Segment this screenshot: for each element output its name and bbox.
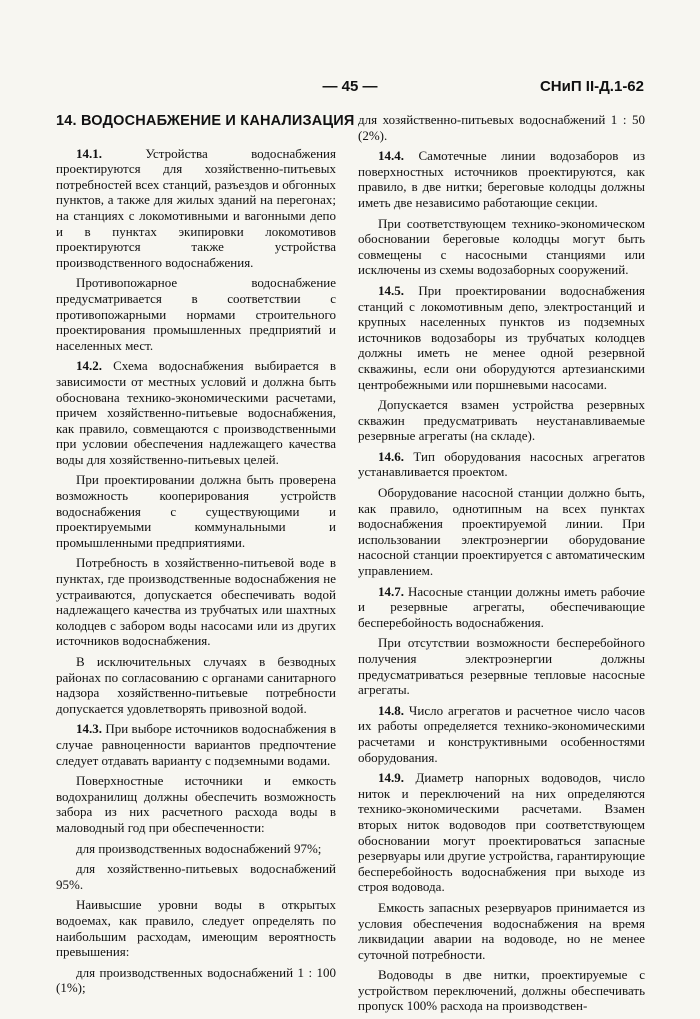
paragraph — [358, 584, 645, 631]
paragraph — [358, 449, 645, 480]
paragraph-text: Самотечные линии водозаборов из поверхностных источников проектируются, как правило, в две нитки; береговые колодцы должны иметь две независимо работающие секции. — [358, 148, 646, 210]
paragraph — [56, 721, 336, 768]
clause-number: 14.6. — [378, 448, 404, 464]
paragraph-text: При проектировании водоснабжения станций с локомотивным депо, электростанций и крупных населенных пунктов из подземных источников водозаборы из трубчатых колодцев должны иметь не менее одной резервной скважины, если они оборудуются артезианскими центробежными или поршневыми насосами. — [358, 282, 646, 392]
paragraph-text: Наивысшие уровни воды в открытых водоемах, как правило, следует определять по наибольшим расходам, имеющим вероятность превышения: — [56, 897, 336, 960]
clause-number: 14.9. — [378, 770, 404, 786]
paragraph — [358, 900, 645, 962]
paragraph — [358, 635, 645, 697]
clause-number: 14.2. — [76, 358, 102, 374]
paragraph — [358, 770, 645, 895]
paragraph — [56, 841, 336, 857]
paragraph — [358, 967, 645, 1014]
clause-number: 14.7. — [378, 583, 404, 599]
paragraph — [56, 965, 336, 996]
paragraph-text: В исключительных случаях в безводных районах по согласованию с органами санитарного надзора хозяйственно-питьевые потребности допускается удовлетворять привозной водой. — [56, 654, 336, 716]
paragraph-text: Насосные станции должны иметь рабочие и резервные агрегаты, обеспечивающие бесперебойность водоснабжения. — [358, 583, 646, 630]
paragraph — [358, 397, 645, 444]
paragraph — [358, 112, 645, 143]
clause-number: 14.3. — [76, 721, 102, 737]
paragraph-text: для хозяйственно-питьевых водоснабжений 95%. — [56, 861, 336, 892]
left-paragraphs — [56, 146, 336, 996]
paragraph-text: Схема водоснабжения выбирается в зависимости от местных условий и должна быть обоснована технико-экономическими расчетами, причем хозяйственно-питьевые водоснабжения, как правило, совмещаются с производственными при условии обеспечения надлежащего качества воды для хозяйственно-питьевых целей. — [56, 358, 336, 467]
paragraph — [358, 216, 645, 278]
paragraph-text: Устройства водоснабжения проектируются для хозяйственно-питьевых потребностей всех станций, разъездов и обгонных пунктов, а также для жилых зданий на перегонах; на станциях с локомотивными и вагонными депо и в пунктах экипировки локомотивов проектируются также устройства производственного водоснабжения. — [56, 145, 336, 270]
paragraph — [56, 358, 336, 467]
clause-number: 14.4. — [378, 148, 404, 164]
paragraph-text: Допускается взамен устройства резервных скважин предусматривать неустанавливаемые резервные агрегаты (на складе). — [358, 397, 645, 444]
paragraph-text: При выборе источников водоснабжения в случае равноценности вариантов предпочтение следует отдавать варианту с подземными водами. — [56, 721, 337, 768]
paragraph — [56, 555, 336, 649]
paragraph-text: Емкость запасных резервуаров принимается из условия обеспечения водоснабжения на время ликвидации аварии на водоводе, но не менее суточной потребности. — [358, 899, 645, 962]
page-header — [56, 78, 644, 100]
paragraph — [358, 703, 645, 765]
paragraph-text: При соответствующем технико-экономическом обосновании береговые колодцы могут быть совмещены с насосными станциями или исключены из схемы водозаборных сооружений. — [358, 215, 645, 278]
paragraph-text: Оборудование насосной станции должно быть, как правило, однотипным на всех пунктах водоснабжения проектируемой линии. При использовании электроэнергии оборудование насосной станции проектируется с автоматическим управлением. — [358, 485, 645, 579]
paragraph-text: Тип оборудования насосных агрегатов устанавливается проектом. — [358, 448, 646, 480]
paragraph-text: При отсутствии возможности бесперебойного получения электроэнергии должны предусматриваться резервные тепловые насосные агрегаты. — [358, 635, 645, 698]
left-column — [56, 112, 355, 1001]
section-title: 14. ВОДОСНАБЖЕНИЕ И КАНАЛИЗАЦИЯ — [56, 113, 355, 129]
paragraph-text: При проектировании должна быть проверена возможность кооперирования устройств водоснабжения с существующими и проектируемыми коммунальными и промышленными предприятиями. — [56, 472, 336, 550]
right-paragraphs — [358, 112, 645, 1014]
right-column — [358, 112, 645, 1019]
paragraph-text: Потребность в хозяйственно-питьевой воде в пунктах, где производственные водоснабжения не устраиваются, допускается обеспечивать водой надлежащего качества из трубчатых или шахтных колодцев с забором воды насосами или из других источников водоснабжения. — [56, 555, 336, 649]
paragraph — [56, 861, 336, 892]
page-number: — 45 — — [322, 78, 378, 95]
paragraph-text: для хозяйственно-питьевых водоснабжений 1 : 50 (2%). — [358, 112, 645, 143]
paragraph — [358, 283, 645, 392]
paragraph — [56, 146, 336, 271]
paragraph — [56, 773, 336, 835]
clause-number: 14.8. — [378, 702, 404, 718]
paragraph-text: Число агрегатов и расчетное число часов их работы определяется технико-экономическими расчетами и конструктивными особенностями оборудования. — [358, 702, 646, 765]
paragraph-text: для производственных водоснабжений 97%; — [76, 840, 322, 856]
paragraph — [56, 654, 336, 716]
paragraph-text: Диаметр напорных водоводов, число ниток и переключений на них определяются технико-экономическими расчетами. Взамен вторых ниток водоводов при соответствующем обосновании могут проектироваться запасные резервуары или другие устройства, гарантирующие бесперебойность водоснабжения при выходе из строя водовода. — [358, 770, 646, 895]
document-code: СНиП II-Д.1-62 — [539, 78, 644, 95]
paragraph-text: Противопожарное водоснабжение предусматривается в соответствии с противопожарными нормами строительного проектирования промышленных предприятий и населенных мест. — [56, 275, 336, 353]
paragraph — [56, 275, 336, 353]
clause-number: 14.5. — [378, 282, 404, 298]
clause-number: 14.1. — [76, 145, 102, 161]
paragraph — [358, 485, 645, 579]
paragraph-text: для производственных водоснабжений 1 : 100 (1%); — [56, 964, 336, 996]
paragraph — [56, 472, 336, 550]
paragraph-text: Водоводы в две нитки, проектируемые с устройством переключений, должны обеспечивать пропуск 100% расхода на производствен- — [358, 967, 645, 1014]
paragraph — [358, 148, 645, 210]
paragraph-text: Поверхностные источники и емкость водохранилищ должны обеспечить возможность забора из них расчетного расхода воды в маловодный год при обеспеченности: — [56, 773, 336, 835]
paragraph — [56, 897, 336, 959]
